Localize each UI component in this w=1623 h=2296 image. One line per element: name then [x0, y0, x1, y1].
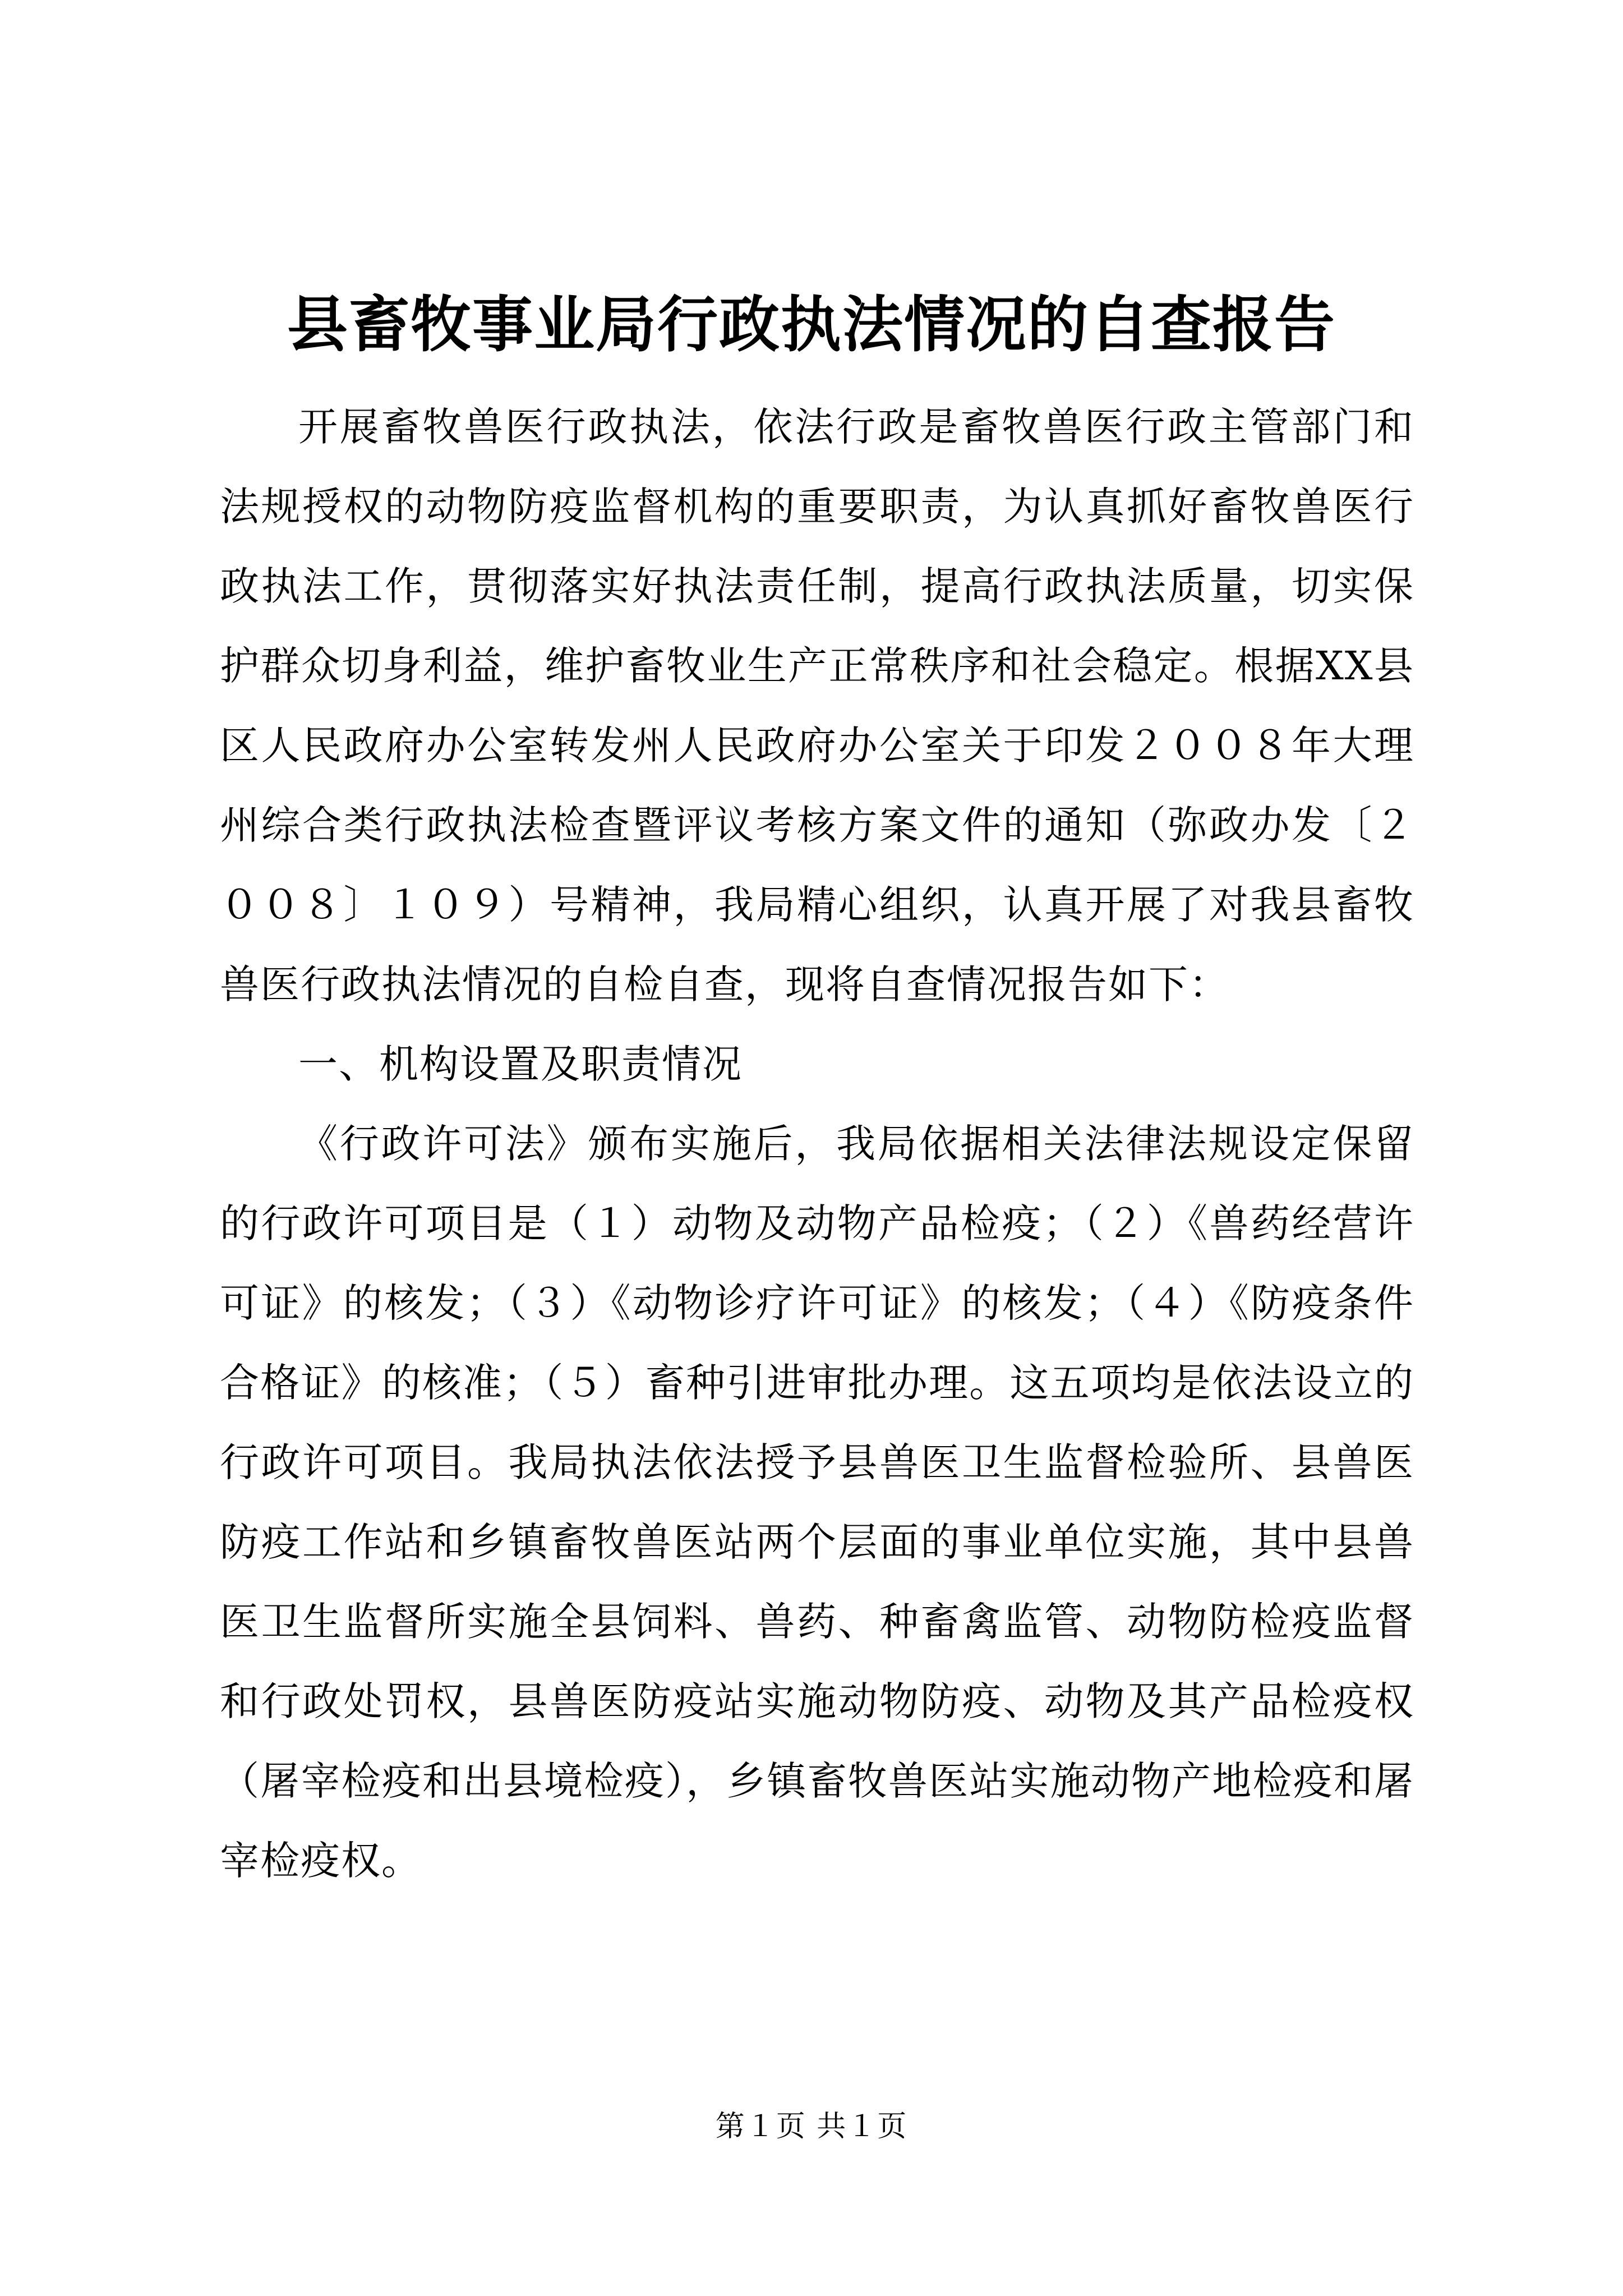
document-title: 县畜牧事业局行政执法情况的自查报告: [287, 290, 1336, 360]
section-heading: 一、机构设置及职责情况: [298, 1041, 743, 1087]
document-body: [220, 387, 1414, 1901]
page-number-footer: 第１页 共１页: [715, 2110, 908, 2143]
section-paragraph: 《行政许可法》颁布实施后，我局依据相关法律法规设定保留的行政许可项目是（１）动物及动物产品检疫；（２）《兽药经营许可证》的核发；（３）《动物诊疗许可证》的核发；（４）《防疫条件合格证》的核准；（５）畜种引进审批办理。这五项均是依法设立的行政许可项目。我局执法依法授予县兽医卫生监督检验所、县兽医防疫工作站和乡镇畜牧兽医站两个层面的事业单位实施，其中县兽医卫生监督所实施全县饲料、兽药、种畜禽监管、动物防检疫监督和行政处罚权，县兽医防疫站实施动物防疫、动物及其产品检疫权（屠宰检疫和出县境检疫），乡镇畜牧兽医站实施动物产地检疫和屠宰检疫权。: [220, 1121, 1414, 1884]
intro-paragraph: 开展畜牧兽医行政执法，依法行政是畜牧兽医行政主管部门和法规授权的动物防疫监督机构的重要职责，为认真抓好畜牧兽医行政执法工作，贯彻落实好执法责任制，提高行政执法质量，切实保护群众切身利益，维护畜牧业生产正常秩序和社会稳定。根据XX县区人民政府办公室转发州人民政府办公室关于印发２００８年大理州综合类行政执法检查暨评议考核方案文件的通知（弥政办发〔２００８〕１０９）号精神，我局精心组织，认真开展了对我县畜牧兽医行政执法情况的自检自查，现将自查情况报告如下：: [220, 404, 1414, 1007]
